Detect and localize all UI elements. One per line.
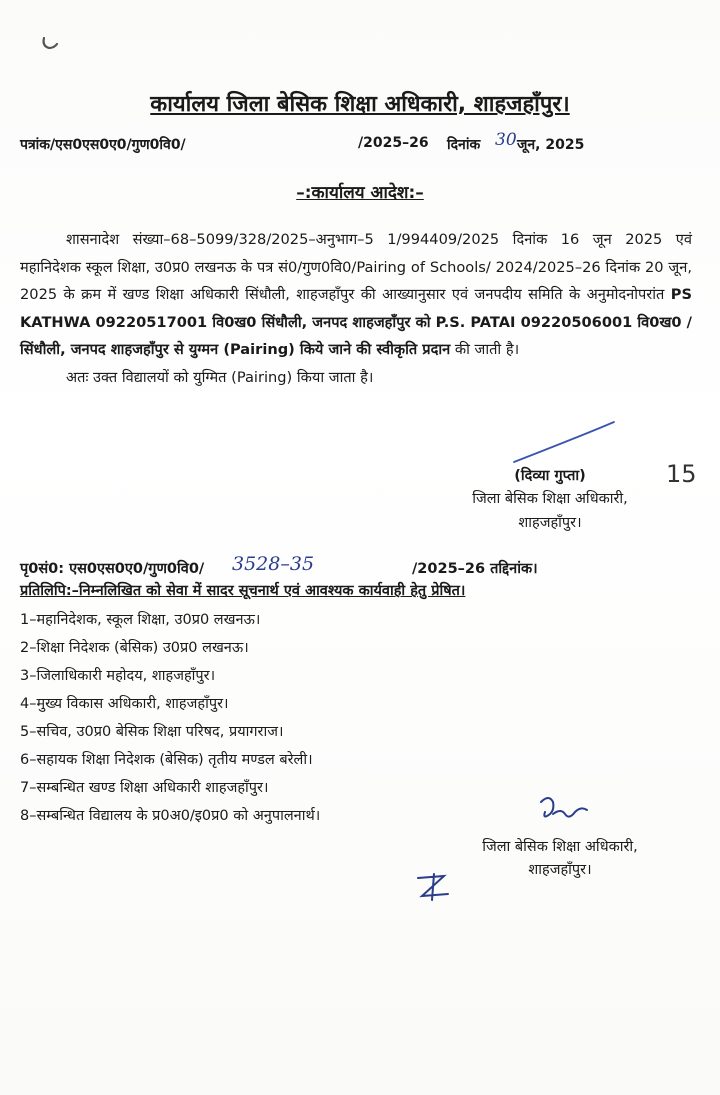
- copy-item: 3–जिलाधिकारी महोदय, शाहजहाँपुर।: [20, 668, 216, 684]
- signatory-name: (दिव्या गुप्ता): [514, 468, 586, 484]
- paragraph-end: की जाती है।: [454, 341, 520, 358]
- copy-heading: प्रतिलिपि:–निम्नलिखित को सेवा में सादर सूचनार्थ एवं आवश्यक कार्यवाही हेतु प्रेषित।: [20, 583, 466, 599]
- handwritten-endorsement-number: 3528–35: [232, 553, 315, 575]
- copy-item: 5–सचिव, उ0प्र0 बेसिक शिक्षा परिषद, प्रयागराज।: [20, 724, 284, 740]
- copy-item: 6–सहायक शिक्षा निदेशक (बेसिक) तृतीय मण्डल बरेली।: [20, 752, 313, 768]
- date-label: दिनांक: [447, 137, 481, 153]
- signature-2-place: शाहजहाँपुर।: [528, 862, 592, 878]
- handwritten-date: 30: [495, 130, 517, 150]
- copy-list: [20, 606, 320, 830]
- signature-1-stroke: [510, 418, 620, 468]
- signatory-place: शाहजहाँपुर।: [518, 515, 582, 531]
- signature-2-scribble: [535, 792, 595, 832]
- page-number: 15: [666, 460, 697, 488]
- order-paragraph-2: अतः उक्त विद्यालयों को युग्मित (Pairing) किया जाता है।: [66, 368, 374, 386]
- order-body: [20, 226, 692, 391]
- paragraph-text: शासनादेश संख्या–68–5099/328/2025–अनुभाग–5 1/994409/2025 दिनांक 16 जून 2025 एवं महानिदेशक स्कूल शिक्षा, उ0प्र0 लखनऊ के पत्र सं0/गुण0वि0/Pairing of Schools/ 2024/2025–26 दिनांक 20 जून, 2025 के क्रम में खण्ड शिक्षा अधिकारी सिंधौली, शाहजहाँपुर की आख्यानुसार एवं जनपदीय समिति के अनुमोदनोपरांत: [20, 231, 692, 303]
- copy-item: 1–महानिदेशक, स्कूल शिक्षा, उ0प्र0 लखनऊ।: [20, 612, 261, 628]
- reference-number: पत्रांक/एस0एस0ए0/गुण0वि0/: [20, 137, 186, 153]
- copy-item: 2–शिक्षा निदेशक (बेसिक) उ0प्र0 लखनऊ।: [20, 640, 249, 656]
- endorsement-year: /2025–26 तद्दिनांक।: [412, 561, 538, 577]
- reference-year: /2025–26: [358, 135, 429, 151]
- order-title: –:कार्यालय आदेश:–: [296, 183, 424, 203]
- copy-item: 4–मुख्य विकास अधिकारी, शाहजहाँपुर।: [20, 696, 229, 712]
- order-paragraph: [20, 226, 692, 364]
- stray-mark: [40, 34, 62, 52]
- initials-mark: [412, 870, 460, 904]
- office-title: कार्यालय जिला बेसिक शिक्षा अधिकारी, शाहजहाँपुर।: [150, 92, 570, 117]
- signatory-designation: जिला बेसिक शिक्षा अधिकारी,: [472, 491, 628, 507]
- copy-item: 8–सम्बन्धित विद्यालय के प्र0अ0/इ0प्र0 को अनुपालनार्थ।: [20, 808, 321, 824]
- endorsement-ref: पृ0सं0: एस0एस0ए0/गुण0वि0/: [20, 561, 205, 577]
- date-rest: जून, 2025: [517, 137, 585, 153]
- signature-2-designation: जिला बेसिक शिक्षा अधिकारी,: [482, 839, 638, 855]
- copy-item: 7–सम्बन्धित खण्ड शिक्षा अधिकारी शाहजहाँपुर।: [20, 780, 269, 796]
- paragraph-schools-bold: PS KATHWA 09220517001 वि0ख0 सिंधौली, जनपद शाहजहाँपुर को P.S. PATAI 09220506001 वि0ख0 /सिंधौली, जनपद शाहजहाँपुर से युग्मन (Pairing) किये जाने की स्वीकृति प्रदान: [20, 286, 693, 358]
